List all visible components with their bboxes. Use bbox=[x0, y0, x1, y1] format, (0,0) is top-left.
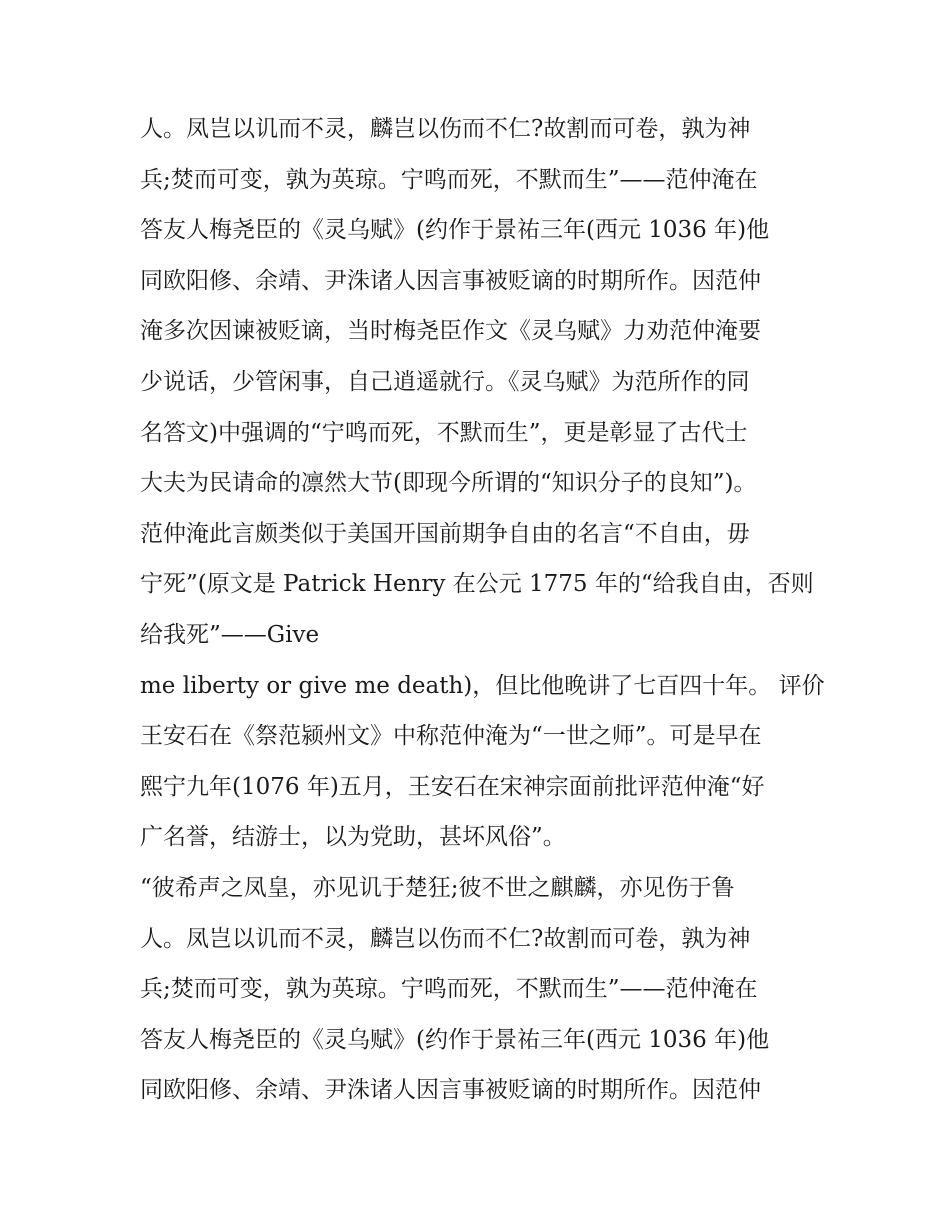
text-line: me liberty or give me death)，但比他晚讲了七百四十年。 评价 bbox=[140, 672, 825, 699]
text-line: 王安石在《祭范颍州文》中称范仲淹为“一世之师”。可是早在 bbox=[140, 723, 762, 750]
text-line: 给我死”——Give bbox=[140, 621, 320, 648]
text-line: 答友人梅尧臣的《灵乌赋》(约作于景祐三年(西元 1036 年)他 bbox=[140, 1026, 770, 1053]
text-line: 人。凤岂以讥而不灵，麟岂以伤而不仁?故割而可卷，孰为神 bbox=[140, 116, 751, 142]
text-line: 兵;焚而可变，孰为英琼。宁鸣而死，不默而生”——范仲淹在 bbox=[140, 166, 758, 193]
text-line: 宁死”(原文是 Patrick Henry 在公元 1775 年的“给我自由，否则 bbox=[140, 571, 814, 598]
text-line: 同欧阳修、余靖、尹洙诸人因言事被贬谪的时期所作。因范仲 bbox=[140, 267, 761, 294]
text-line: 少说话，少管闲事，自己逍遥就行。《灵乌赋》为范所作的同 bbox=[140, 368, 750, 395]
document-body bbox=[140, 111, 825, 1123]
text-line: “彼希声之凤皇，亦见讥于楚狂;彼不世之麒麟，亦见伤于鲁 bbox=[140, 874, 735, 901]
text-line: 名答文)中强调的“宁鸣而死，不默而生”，更是彰显了古代士 bbox=[140, 419, 748, 446]
text-line: 人。凤岂以讥而不灵，麟岂以伤而不仁?故割而可卷，孰为神 bbox=[140, 925, 751, 952]
text-line: 大夫为民请命的凛然大节(即现今所谓的“知识分子的良知”)。 bbox=[140, 470, 757, 497]
text-line: 熙宁九年(1076 年)五月，王安石在宋神宗面前批评范仲淹“好 bbox=[140, 773, 765, 800]
text-line: 广名誉，结游士，以为党助，甚坏风俗”。 bbox=[140, 824, 566, 851]
text-line: 范仲淹此言颇类似于美国开国前期争自由的名言“不自由，毋 bbox=[140, 520, 750, 547]
text-line: 兵;焚而可变，孰为英琼。宁鸣而死，不默而生”——范仲淹在 bbox=[140, 976, 758, 1003]
text-line: 答友人梅尧臣的《灵乌赋》(约作于景祐三年(西元 1036 年)他 bbox=[140, 217, 770, 244]
text-line: 淹多次因谏被贬谪，当时梅尧臣作文《灵乌赋》力劝范仲淹要 bbox=[140, 318, 761, 345]
text-line: 同欧阳修、余靖、尹洙诸人因言事被贬谪的时期所作。因范仲 bbox=[140, 1077, 761, 1104]
